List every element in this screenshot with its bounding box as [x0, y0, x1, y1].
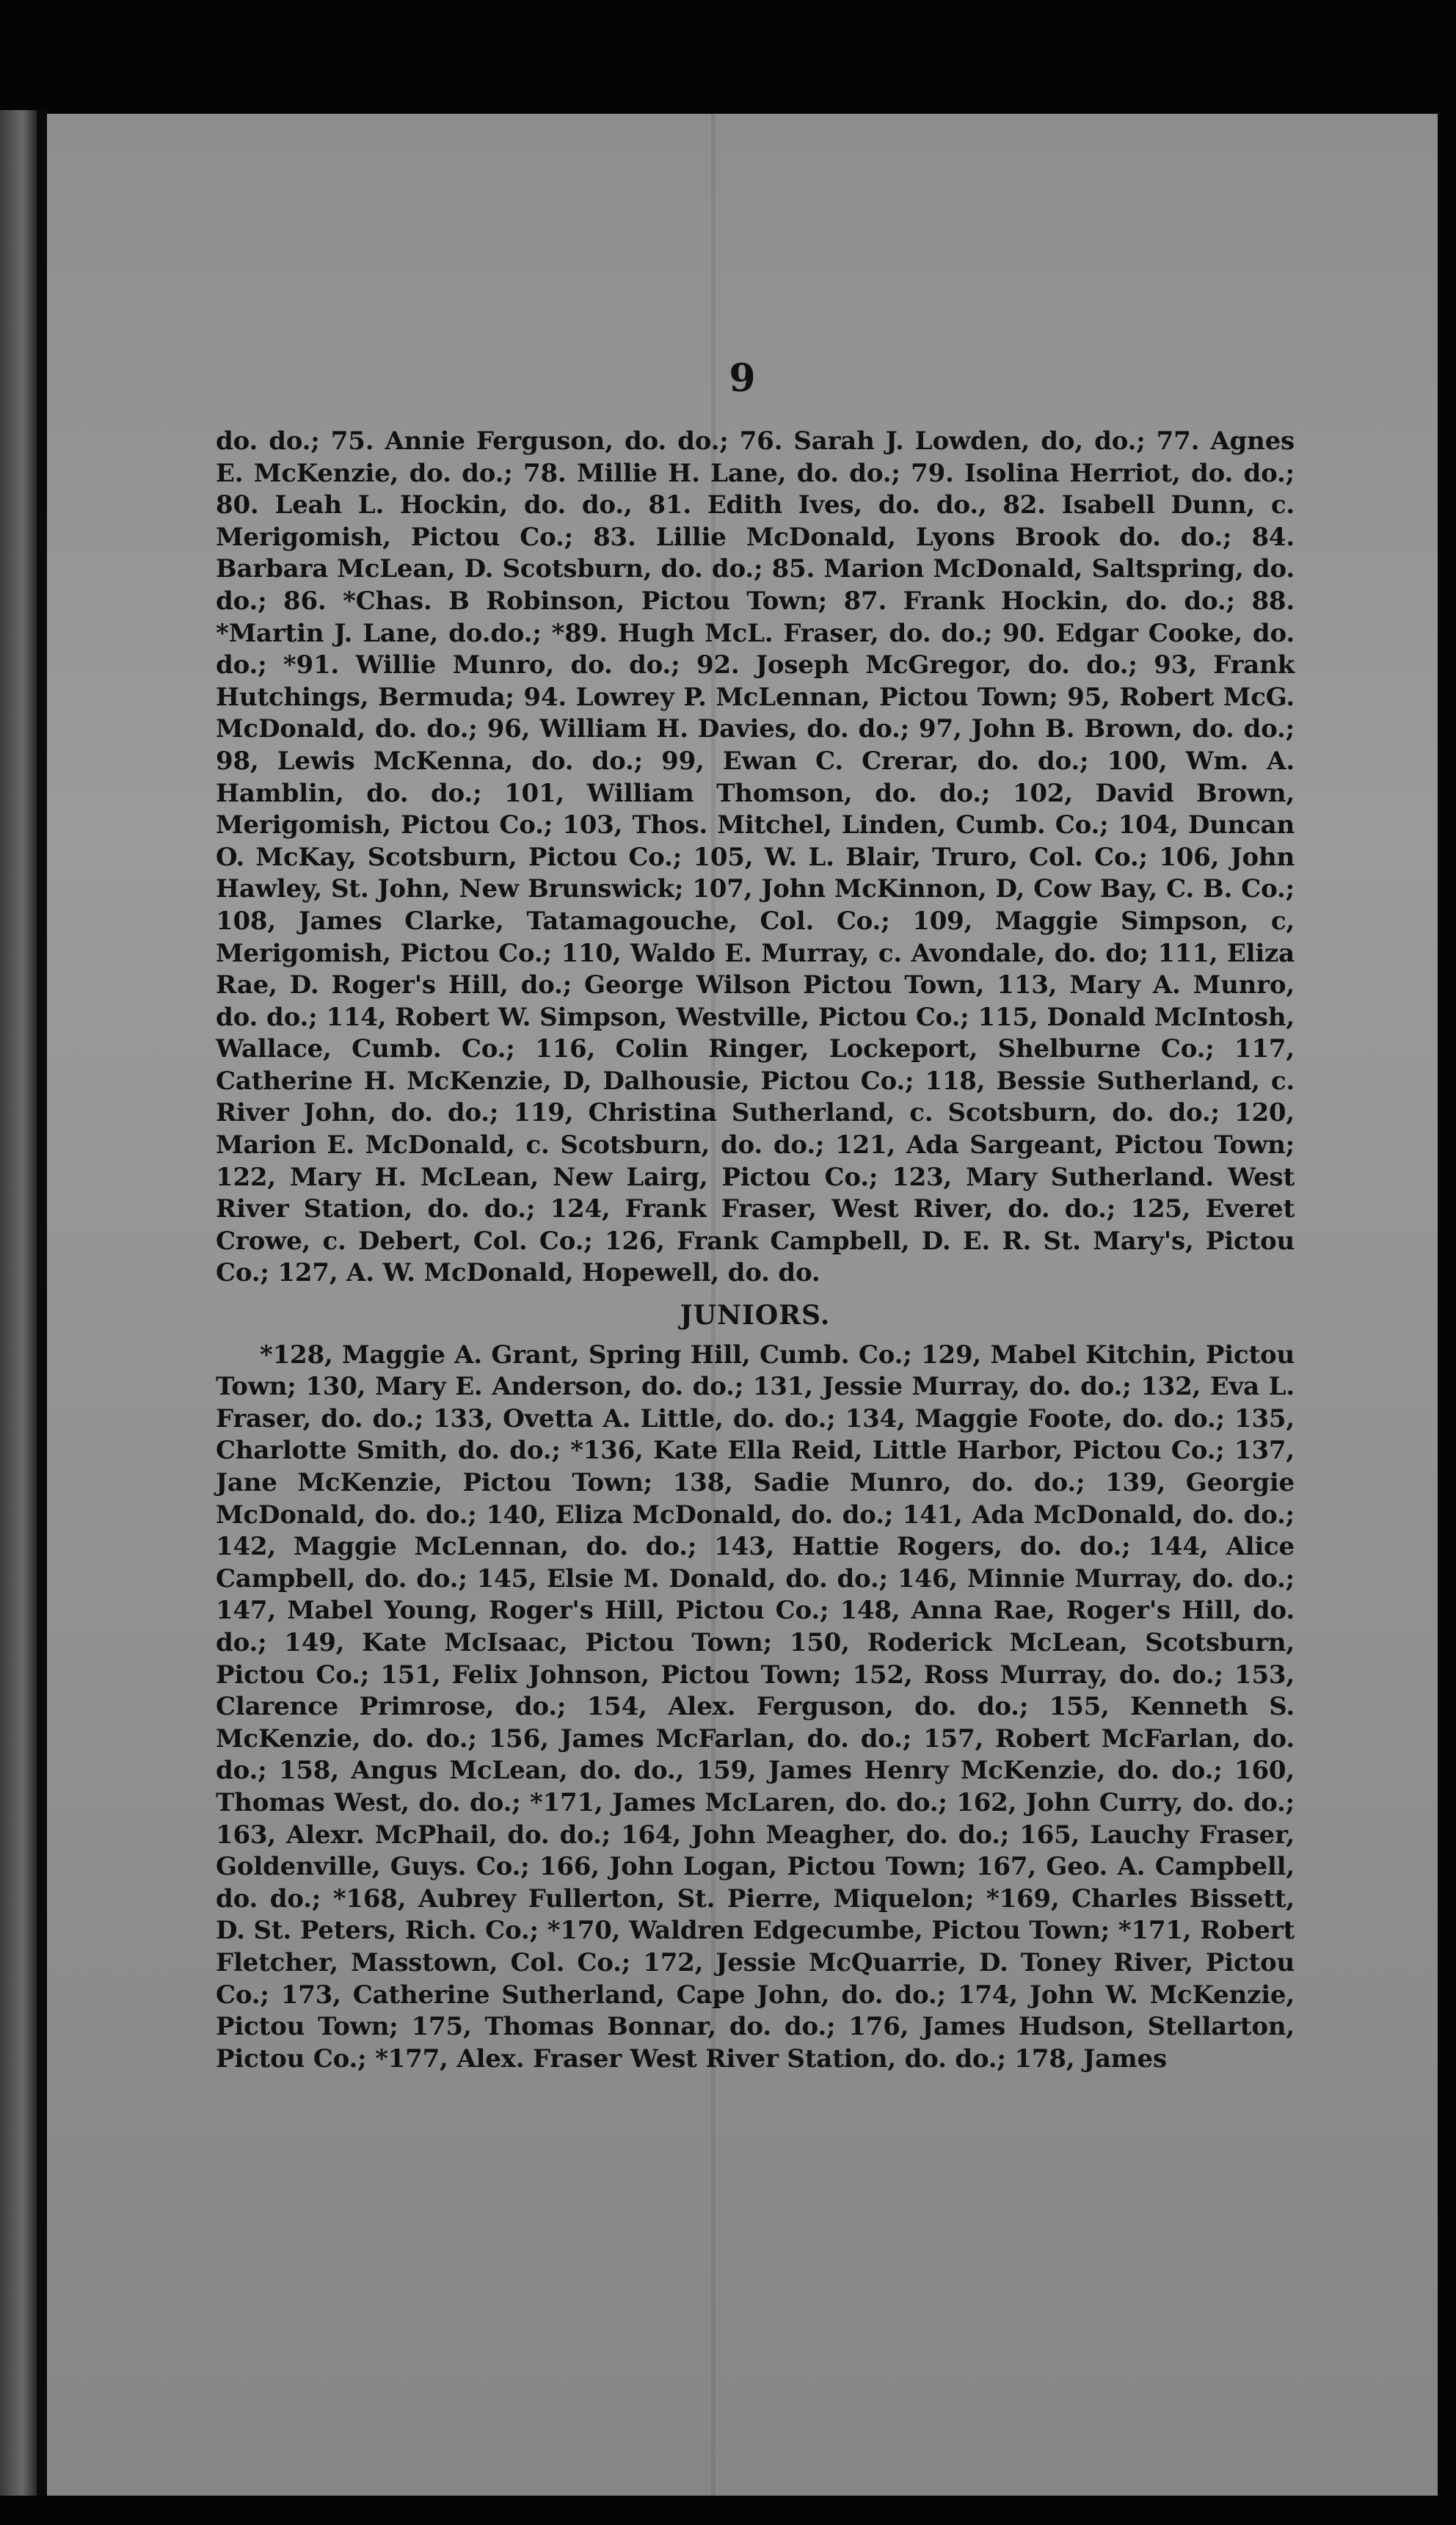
student-list-paragraph: do. do.; 75. Annie Ferguson, do. do.; 76. Sarah J. Lowden, do, do.; 77. Agnes E. McKenzie, do. do.; 78. Millie H. Lane, do. do.; 79. Isolina Herriot, do. do.; 80. Leah L. Hockin, do. do., 81. Edith Ives, do. do., 82. Isabell Dunn, c. Merigomish, Pictou Co.; 83. Lillie McDonald, Lyons Brook do. do.; 84. Barbara McLean, D. Scotsburn, do. do.; 85. Marion McDonald, Saltspring, do. do.; 86. *Chas. B Robinson, Pictou Town; 87. Frank Hockin, do. do.; 88. *Martin J. Lane, do.do.; *89. Hugh McL. Fraser, do. do.; 90. Edgar Cooke, do. do.; *91. Willie Munro, do. do.; 92. Joseph McGregor, do. do.; 93, Frank Hutchings, Bermuda; 94. Lowrey P. McLennan, Pictou Town; 95, Robert McG. McDonald, do. do.; 96, William H. Davies, do. do.; 97, John B. Brown, do. do.; 98, Lewis McKenna, do. do.; 99, Ewan C. Crerar, do. do.; 100, Wm. A. Hamblin, do. do.; 101, William Thomson, do. do.; 102, David Brown, Merigomish, Pictou Co.; 103, Thos. Mitchel, Linden, Cumb. Co.; 104, Duncan O. McKay, Scotsburn, Pictou Co.; 105, W. L. Blair, Truro, Col. Co.; 106, John Hawley, St. John, New Brunswick; 107, John McKinnon, D, Cow Bay, C. B. Co.; 108, James Clarke, Tatamagouche, Col. Co.; 109, Maggie Simpson, c, Merigomish, Pictou Co.; 110, Waldo E. Murray, c. Avondale, do. do; 111, Eliza Rae, D. Roger's Hill, do.; George Wilson Pictou Town, 113, Mary A. Munro, do. do.; 114, Robert W. Simpson, Westville, Pictou Co.; 115, Donald McIntosh, Wallace, Cumb. Co.; 116, Colin Ringer, Lockeport, Shelburne Co.; 117, Catherine H. McKenzie, D, Dalhousie, Pictou Co.; 118, Bessie Sutherland, c. River John, do. do.; 119, Christina Sutherland, c. Scotsburn, do. do.; 120, Marion E. McDonald, c. Scotsburn, do. do.; 121, Ada Sargeant, Pictou Town; 122, Mary H. McLean, New Lairg, Pictou Co.; 123, Mary Sutherland. West River Station, do. do.; 124, Frank Fraser, West River, do. do.; 125, Everet Crowe, c. Debert, Col. Co.; 126, Frank Campbell, D. E. R. St. Mary's, Pictou Co.; 127, A. W. McDonald, Hopewell, do. do. — [216, 426, 1295, 1288]
page-number: 9 — [729, 356, 756, 401]
text-body — [216, 426, 1295, 2075]
juniors-list-paragraph: *128, Maggie A. Grant, Spring Hill, Cumb. Co.; 129, Mabel Kitchin, Pictou Town; 130, Mary E. Anderson, do. do.; 131, Jessie Murray, do. do.; 132, Eva L. Fraser, do. do.; 133, Ovetta A. Little, do. do.; 134, Maggie Foote, do. do.; 135, Charlotte Smith, do. do.; *136, Kate Ella Reid, Little Harbor, Pictou Co.; 137, Jane McKenzie, Pictou Town; 138, Sadie Munro, do. do.; 139, Georgie McDonald, do. do.; 140, Eliza McDonald, do. do.; 141, Ada McDonald, do. do.; 142, Maggie McLennan, do. do.; 143, Hattie Rogers, do. do.; 144, Alice Campbell, do. do.; 145, Elsie M. Donald, do. do.; 146, Minnie Murray, do. do.; 147, Mabel Young, Roger's Hill, Pictou Co.; 148, Anna Rae, Roger's Hill, do. do.; 149, Kate McIsaac, Pictou Town; 150, Roderick McLean, Scotsburn, Pictou Co.; 151, Felix Johnson, Pictou Town; 152, Ross Murray, do. do.; 153, Clarence Primrose, do.; 154, Alex. Ferguson, do. do.; 155, Kenneth S. McKenzie, do. do.; 156, James McFarlan, do. do.; 157, Robert McFarlan, do. do.; 158, Angus McLean, do. do., 159, James Henry McKenzie, do. do.; 160, Thomas West, do. do.; *171, James McLaren, do. do.; 162, John Curry, do. do.; 163, Alexr. McPhail, do. do.; 164, John Meagher, do. do.; 165, Lauchy Fraser, Goldenville, Guys. Co.; 166, John Logan, Pictou Town; 167, Geo. A. Campbell, do. do.; *168, Aubrey Fullerton, St. Pierre, Miquelon; *169, Charles Bissett, D. St. Peters, Rich. Co.; *170, Waldren Edgecumbe, Pictou Town; *171, Robert Fletcher, Masstown, Col. Co.; 172, Jessie McQuarrie, D. Toney River, Pictou Co.; 173, Catherine Sutherland, Cape John, do. do.; 174, John W. McKenzie, Pictou Town; 175, Thomas Bonnar, do. do.; 176, James Hudson, Stellarton, Pictou Co.; *177, Alex. Fraser West River Station, do. do.; 178, James — [216, 1340, 1295, 2074]
document-page — [47, 114, 1438, 2496]
book-gutter — [37, 110, 47, 2496]
juniors-heading: JUNIORS. — [680, 1300, 831, 1331]
previous-page-edge — [0, 110, 37, 2496]
